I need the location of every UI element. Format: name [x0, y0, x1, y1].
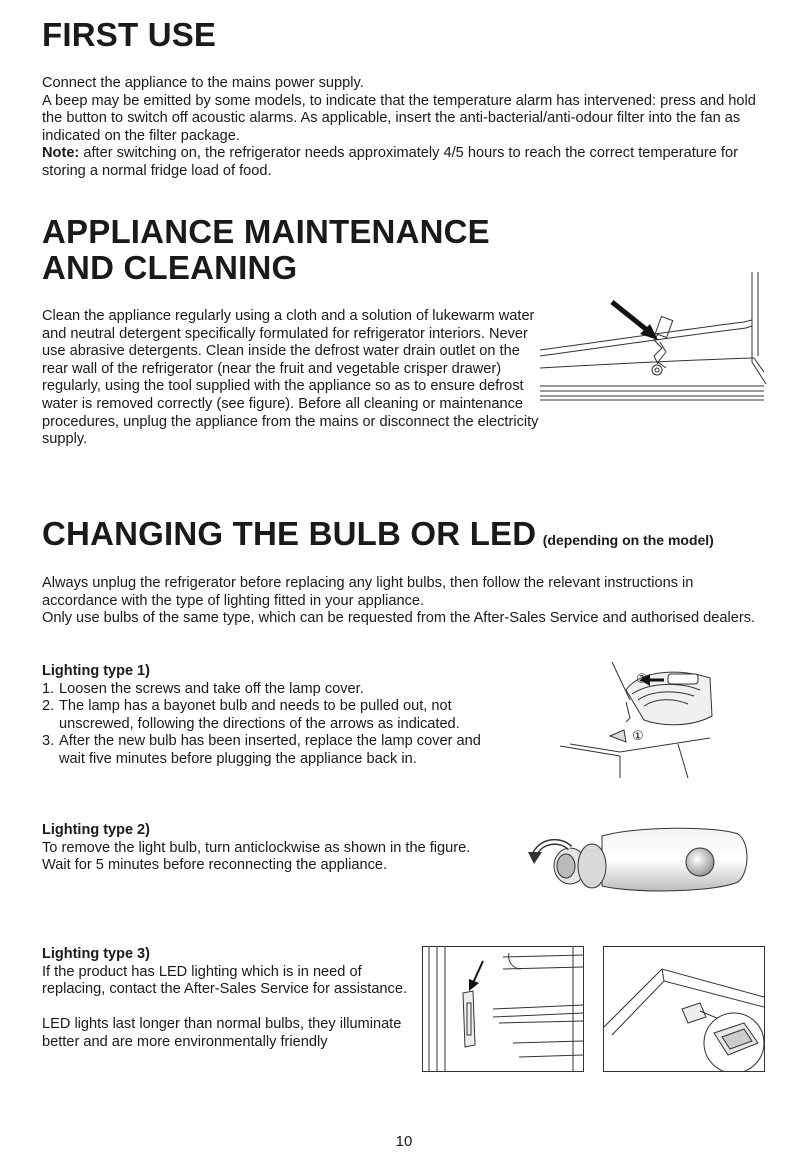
lighting-type3-line2: LED lights last longer than normal bulbs, they illuminate better and are more environmentally friendly — [42, 1016, 402, 1050]
marker-1: ① — [632, 729, 644, 744]
lighting-type2 — [42, 822, 512, 875]
first-use-note — [42, 145, 770, 180]
lamp-cover-figure — [560, 660, 730, 778]
list-item: 3. After the new bulb has been inserted, replace the lamp cover and wait five minutes before plugging the appliance back in. — [42, 733, 481, 767]
note-text: after switching on, the refrigerator needs approximately 4/5 hours to reach the correct temperature for storing a normal fridge load of food. — [42, 145, 738, 179]
bulb-intro2: Only use bulbs of the same type, which can be requested from the After-Sales Service and authorised dealers. — [42, 610, 756, 627]
led-figure-detail — [603, 946, 765, 1072]
lighting-type1 — [42, 663, 482, 769]
maintenance-title — [42, 214, 490, 286]
bulb-intro1: Always unplug the refrigerator before replacing any light bulbs, then follow the relevant instructions in accordance with the type of lighting fitted in your appliance. — [42, 575, 694, 609]
maintenance-body: Clean the appliance regularly using a cloth and a solution of lukewarm water and neutral detergent specifically formulated for refrigerator interiors. Never use abrasive detergents. Clean inside the defrost water drain outlet on the rear wall of the refrigerator (near the fruit and vegetable crisper drawer) regularly, using the tool supplied with the appliance so as to ensure defrost water is removed correctly (see figure). Before all cleaning or maintenance procedures, unplug the appliance from the mains or disconnect the electricity supply. — [42, 308, 539, 448]
lighting-type2-line1: To remove the light bulb, turn anticlockwise as shown in the figure. — [42, 839, 471, 856]
defrost-drain-figure — [540, 272, 768, 440]
marker-2: ② — [636, 672, 648, 687]
first-use-body — [42, 75, 770, 181]
lighting-type1-heading: Lighting type 1) — [42, 663, 150, 679]
bulb-title: CHANGING THE BULB OR LED — [42, 515, 537, 552]
first-use-line2: A beep may be emitted by some models, to indicate that the temperature alarm has intervened: press and hold the button to switch off acoustic alarms. As applicable, insert the anti-bacterial/anti-odour filter into the fan as indicated on the filter package. — [42, 92, 756, 144]
lighting-type2-heading: Lighting type 2) — [42, 822, 150, 838]
lighting-type1-steps — [42, 681, 482, 769]
lighting-type2-line2: Wait for 5 minutes before reconnecting the appliance. — [42, 857, 388, 874]
bulb-intro — [42, 575, 766, 628]
list-item: 1. Loosen the screws and take off the lamp cover. — [42, 680, 364, 697]
maintenance-title-line2: AND CLEANING — [42, 249, 298, 286]
note-label: Note: — [42, 145, 80, 162]
bulb-title-row — [42, 516, 714, 552]
bulb-housing-figure — [526, 822, 752, 898]
page-number: 10 — [395, 1133, 413, 1150]
first-use-title: FIRST USE — [42, 16, 217, 53]
first-use-line1: Connect the appliance to the mains power supply. — [42, 75, 364, 91]
lighting-type3-line1: If the product has LED lighting which is in need of replacing, contact the After-Sales Service for assistance. — [42, 963, 408, 998]
maintenance-title-line1: APPLIANCE MAINTENANCE — [42, 213, 490, 250]
list-item: 2. The lamp has a bayonet bulb and needs to be pulled out, not unscrewed, following the directions of the arrows as indicated. — [42, 698, 460, 732]
bulb-title-suffix: (depending on the model) — [542, 532, 714, 548]
lighting-type3 — [42, 946, 420, 1052]
led-figure-interior — [422, 946, 584, 1072]
lighting-type3-heading: Lighting type 3) — [42, 946, 150, 962]
